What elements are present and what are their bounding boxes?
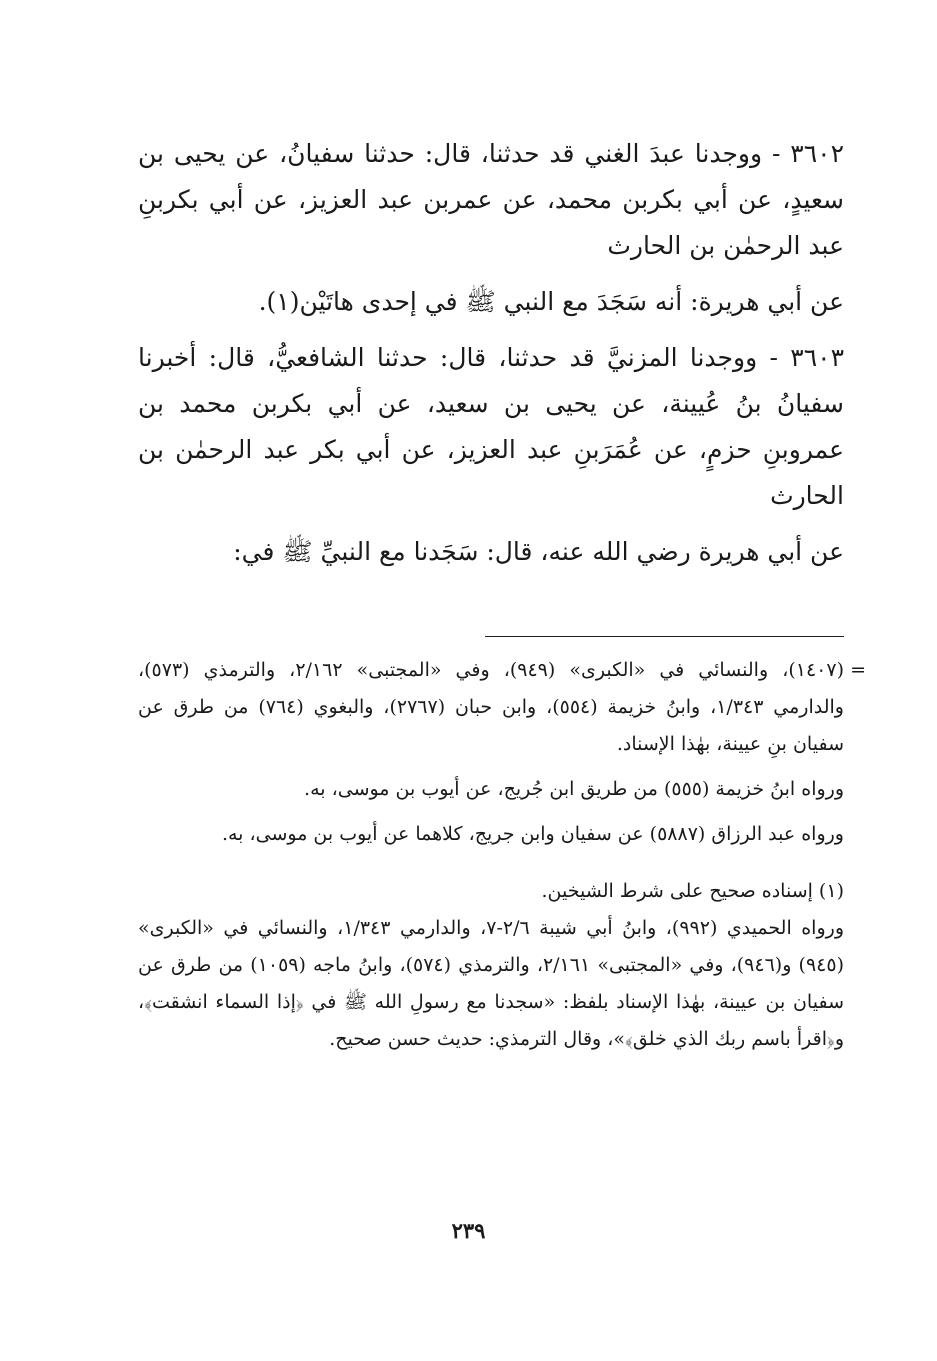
footnote-line-ibn-khuzayma: ورواه ابنُ خزيمة (٥٥٥) من طريق ابن جُريج، عن أيوب بن موسى، به. <box>304 778 844 800</box>
page-number: ٢٣٩ <box>451 1218 486 1243</box>
footnote-1-heading: (١) إسناده صحيح على شرط الشيخين. <box>541 880 844 902</box>
footnotes <box>138 652 866 1058</box>
hadith-3603-chain: ٣٦٠٣ - ووجدنا المزنيَّ قد حدثنا، قال: حدثنا الشافعيُّ، قال: أخبرنا سفيانُ بنُ عُيينة، عن يحيى بن سعيد، عن أبي بكربن محمد بن عمروبنِ حزمٍ، عن عُمَرَبنِ عبد العزيز، عن أبي بكر عبد الرحمٰن بن الحارث <box>138 343 844 510</box>
main-text <box>138 131 844 575</box>
footnote-line-abd-al-razzaq: ورواه عبد الرزاق (٥٨٨٧) عن سفيان وابن جريج، كلاهما عن أيوب بن موسى، به. <box>221 823 844 845</box>
continuation-marker: = <box>850 659 866 681</box>
hadith-3602-text: عن أبي هريرة: أنه سَجَدَ مع النبي ﷺ في إحدى هاتَيْن(١). <box>258 287 844 316</box>
footnote-1-detail: ورواه الحميدي (٩٩٢)، وابنُ أبي شيبة ٢/٦-٧، والدارمي ١/٣٤٣، والنسائي في «الكبرى» (٩٤٥) و(٩٤٦)، وفي «المجتبى» ٢/١٦١، والترمذي (٥٧٤)، وابنُ ماجه (١٠٥٩) من طرق عن سفيان بن عيينة، بهٰذا الإسناد بلفظ: «سجدنا مع رسولِ الله ﷺ في ﴿إذا السماء انشقت﴾، و﴿اقرأ باسم ربك الذي خلق﴾»، وقال الترمذي: حديث حسن صحيح. <box>138 917 844 1050</box>
hadith-3602-chain: ٣٦٠٢ - ووجدنا عبدَ الغني قد حدثنا، قال: حدثنا سفيانُ، عن يحيى بن سعيدٍ، عن أبي بكربن محمد، عن عمربن عبد العزيز، عن أبي بكربنِ عبد الرحمٰن بن الحارث <box>138 139 844 260</box>
hadith-3603-text: عن أبي هريرة رضي الله عنه، قال: سَجَدنا مع النبيِّ ﷺ في: <box>233 537 844 566</box>
footnote-divider <box>485 636 844 637</box>
continuation-text: (١٤٠٧)، والنسائي في «الكبرى» (٩٤٩)، وفي «المجتبى» ٢/١٦٢، والترمذي (٥٧٣)، والدارمي ١/٣٤٣، وابنُ خزيمة (٥٥٤)، وابن حبان (٢٧٦٧)، والبغوي (٧٦٤) من طرق عن سفيان بنِ عيينة، بهٰذا الإسناد. <box>138 659 844 755</box>
footnote-continuation <box>138 652 866 763</box>
